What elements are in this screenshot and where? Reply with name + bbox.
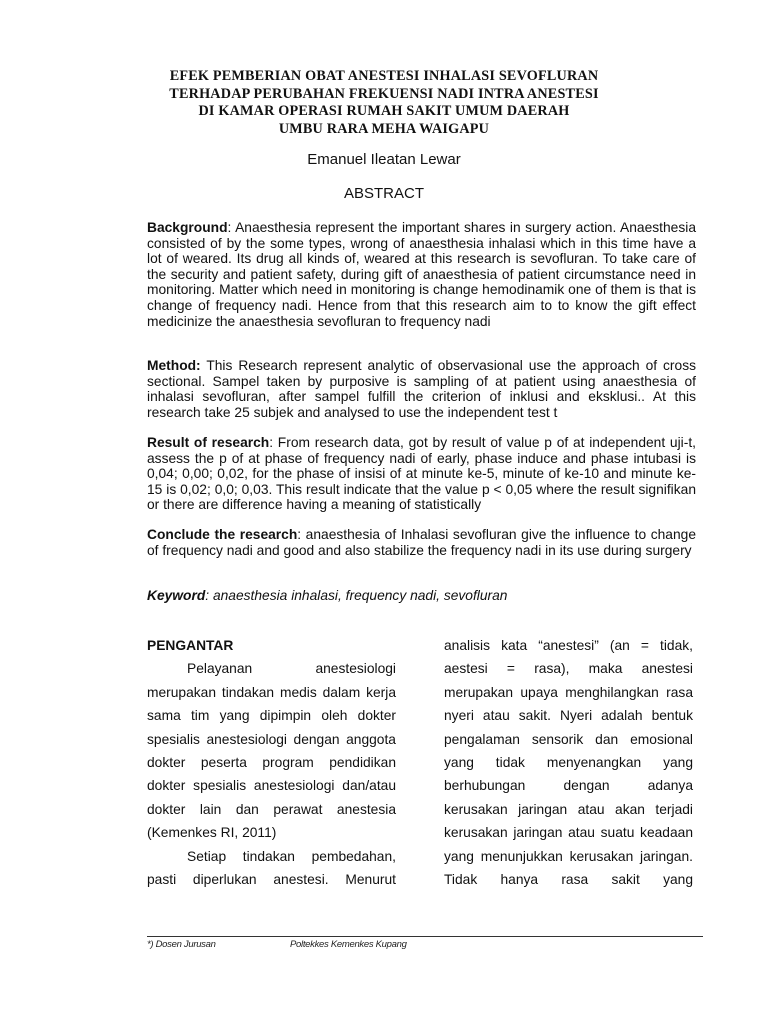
keyword-label: Keyword xyxy=(147,588,206,603)
result-label: Result of research xyxy=(147,435,270,450)
body-line: merupakan upaya menghilangkan rasa xyxy=(444,684,693,700)
body-line: Setiap tindakan pembedahan, xyxy=(187,848,396,864)
body-line: dokter peserta program pendidikan xyxy=(147,755,396,771)
body-line: kerusakan jaringan atau akan terjadi xyxy=(444,801,693,817)
conclude-label: Conclude the research xyxy=(147,527,298,542)
title-line: UMBU RARA MEHA WAIGAPU xyxy=(278,120,490,137)
body-line: spesialis anestesiologi dengan anggota xyxy=(147,731,396,747)
body-line: dokter lain dan perawat anestesia xyxy=(147,801,396,817)
method-label: Method: xyxy=(147,358,201,373)
footnote-affiliation-label: *) Dosen Jurusan xyxy=(147,939,216,950)
method-text: This Research represent analytic of observasional use the approach of cross sectional. Sampel taken by purposive is sampling of at patient using anaesthesia of inhalasi sevofluran, after sampel fulfill the criterion of inklusi and eksklusi.. At this research take 25 subjek and analysed to use the independent test t xyxy=(147,358,696,420)
body-line: nyeri atau sakit. Nyeri adalah bentuk xyxy=(444,708,693,724)
background-label: Background xyxy=(147,220,228,235)
abstract-keywords xyxy=(147,588,696,604)
conclude-text: : anaesthesia of Inhalasi sevofluran give the influence to change of frequency nadi and good and also stabilize the frequency nadi in its use during surgery xyxy=(147,527,696,558)
body-line: kerusakan jaringan atau suatu keadaan xyxy=(444,825,693,841)
body-line: yang menunjukkan kerusakan jaringan. xyxy=(444,848,693,864)
title-line: EFEK PEMBERIAN OBAT ANESTESI INHALASI SEVOFLURAN xyxy=(169,68,599,84)
paper-title xyxy=(120,68,648,138)
footnote-institution: Poltekkes Kemenkes Kupang xyxy=(290,939,407,950)
abstract-result xyxy=(147,435,696,513)
body-line: sama tim yang dipimpin oleh dokter xyxy=(147,708,396,724)
body-line: pasti diperlukan anestesi. Menurut xyxy=(147,872,396,888)
background-text: : Anaesthesia represent the important shares in surgery action. Anaesthesia consisted of by the some types, wrong of anaesthesia inhalasi which in this time have a lot of weared. Its drug all kinds of, weared at this research is sevofluran. To take care of the security and patient safety, during gift of anaesthesia of patient circumstance need in monitoring. Matter which need in monitoring is change hemodinamik one of them is that is change of frequency nadi. Hence from that this research aim to to know the gift effect medicinize the anaesthesia sevofluran to frequency nadi xyxy=(147,220,696,329)
abstract-heading: ABSTRACT xyxy=(343,185,424,202)
body-column-left xyxy=(147,634,396,891)
body-line: pengalaman sensorik dan emosional xyxy=(444,731,693,747)
author-name: Emanuel Ileatan Lewar xyxy=(307,151,461,168)
title-line: TERHADAP PERUBAHAN FREKUENSI NADI INTRA ANESTESI xyxy=(169,85,599,102)
keyword-text: : anaesthesia inhalasi, frequency nadi, sevofluran xyxy=(205,588,508,603)
result-text: : From research data, got by result of value p of at independent uji-t, assess the p of at phase of frequency nadi of early, phase induce and phase intubasi is 0,04; 0,00; 0,02, for the phase of insisi of at minute ke-5, minute of ke-10 and minute ke-15 is 0,02; 0,0; 0,03. This result indicate that the value p < 0,05 where the result signifikan or there are difference having a meaning of statistically xyxy=(147,435,696,513)
section-heading: PENGANTAR xyxy=(147,638,234,653)
body-line: (Kemenkes RI, 2011) xyxy=(147,825,277,841)
body-line: berhubungan dengan adanya xyxy=(444,778,693,794)
body-line: dokter spesialis anestesiologi dan/atau xyxy=(147,778,396,794)
footnote-divider xyxy=(147,936,703,937)
abstract-background xyxy=(147,220,696,329)
body-line: aestesi = rasa), maka anestesi xyxy=(444,661,693,677)
abstract-conclusion xyxy=(147,527,696,558)
body-column-right xyxy=(444,634,693,891)
body-line: Pelayanan anestesiologi xyxy=(187,661,396,677)
body-line: analisis kata “anestesi” (an = tidak, xyxy=(444,638,693,653)
body-line: Tidak hanya rasa sakit yang xyxy=(444,872,693,888)
abstract-method xyxy=(147,358,696,420)
title-line: DI KAMAR OPERASI RUMAH SAKIT UMUM DAERAH xyxy=(198,103,570,119)
body-line: merupakan tindakan medis dalam kerja xyxy=(147,684,396,700)
body-line: yang tidak menyenangkan yang xyxy=(444,755,693,771)
